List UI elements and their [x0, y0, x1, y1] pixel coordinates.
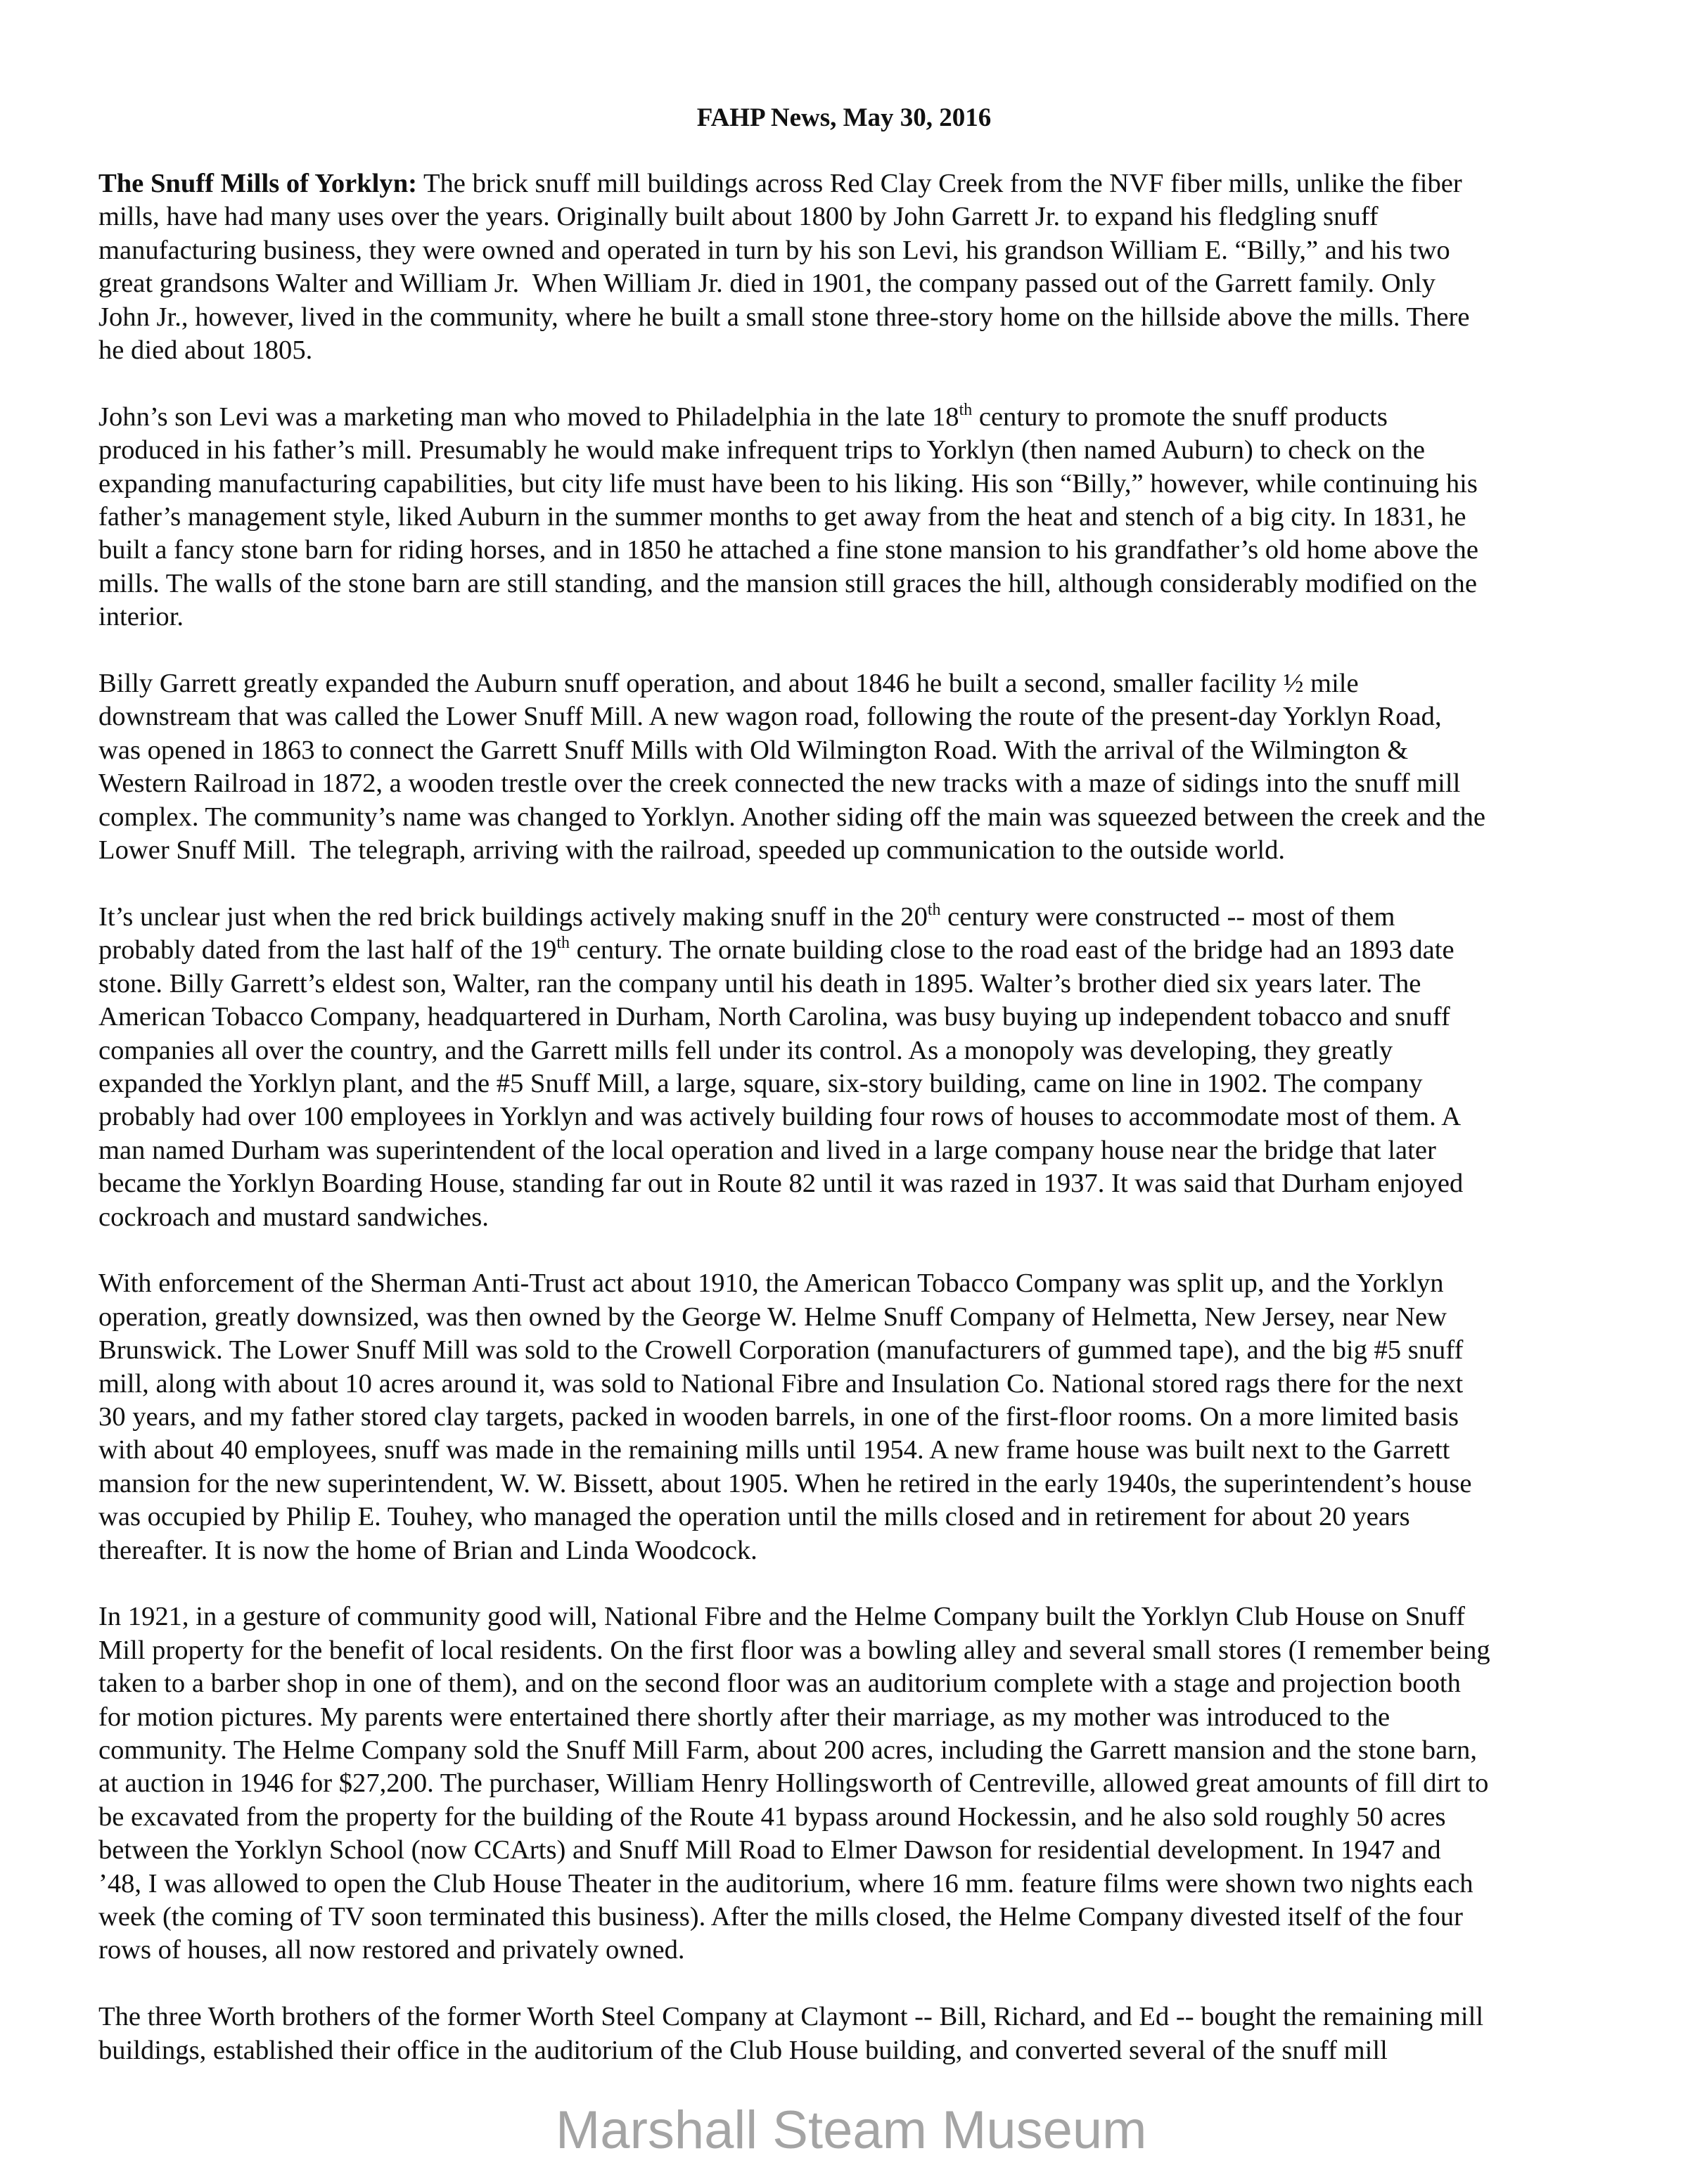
text-segment: complex. The community’s name was changed to Yorklyn. Another siding off the main was squeezed between the creek and the [98, 802, 1485, 832]
text-line [98, 1368, 1618, 1401]
text-segment: stone. Billy Garrett’s eldest son, Walter, ran the company until his death in 1895. Walter’s brother died six years later. The [98, 968, 1421, 998]
text-line [98, 1600, 1618, 1633]
text-line [98, 1067, 1618, 1100]
text-line [98, 1334, 1618, 1367]
text-segment: operation, greatly downsized, was then owned by the George W. Helme Snuff Company of Helmetta, New Jersey, near New [98, 1302, 1447, 1332]
text-line [98, 1267, 1618, 1300]
text-line [98, 1501, 1618, 1534]
text-segment: was occupied by Philip E. Touhey, who managed the operation until the mills closed and in retirement for about 20 years [98, 1502, 1410, 1532]
text-line [98, 1734, 1618, 1767]
paragraph [98, 1267, 1618, 1567]
text-line [98, 1534, 1618, 1567]
text-segment: with about 40 employees, snuff was made in the remaining mills until 1954. A new frame house was built next to the Garrett [98, 1435, 1450, 1465]
watermark: Marshall Steam Museum [556, 2100, 1147, 2160]
text-segment: John Jr., however, lived in the community, where he built a small stone three-story home on the hillside above the mills. There [98, 302, 1470, 332]
text-segment: The three Worth brothers of the former Worth Steel Company at Claymont -- Bill, Richard, and Ed -- bought the remaining mill [98, 2002, 1484, 2032]
text-line [98, 1001, 1618, 1034]
text-line [98, 1434, 1618, 1467]
text-segment: Mill property for the benefit of local residents. On the first floor was a bowling alley and several small stores (I remember being [98, 1635, 1490, 1665]
paragraph [98, 1600, 1618, 1967]
text-line [98, 1667, 1618, 1700]
text-segment: produced in his father’s mill. Presumably he would make infrequent trips to Yorklyn (then named Auburn) to check on the [98, 435, 1426, 465]
text-line [98, 1100, 1618, 1133]
text-segment: mansion for the new superintendent, W. W. Bissett, about 1905. When he retired in the early 1940s, the superintendent’s house [98, 1468, 1472, 1498]
text-line [98, 1868, 1618, 1901]
text-line [98, 301, 1618, 334]
text-segment: probably dated from the last half of the 19 [98, 935, 557, 965]
text-line [98, 1634, 1618, 1667]
text-segment: week (the coming of TV soon terminated this business). After the mills closed, the Helme Company divested itself of the four [98, 1902, 1463, 1932]
text-segment: It’s unclear just when the red brick buildings actively making snuff in the 20 [98, 901, 928, 932]
text-line [98, 234, 1618, 267]
text-line [98, 1301, 1618, 1334]
text-line [98, 334, 1618, 367]
text-line [98, 1801, 1618, 1834]
text-segment: American Tobacco Company, headquartered in Durham, North Carolina, was busy buying up independent tobacco and snuff [98, 1002, 1450, 1032]
paragraph [98, 401, 1618, 634]
text-line [98, 1201, 1618, 1234]
paragraph [98, 2000, 1618, 2067]
text-segment: With enforcement of the Sherman Anti-Trust act about 1910, the American Tobacco Company was split up, and the Yorklyn [98, 1268, 1444, 1299]
document-title: FAHP News, May 30, 2016 [696, 103, 992, 132]
text-segment: century. The ornate building close to the road east of the bridge had an 1893 date [569, 935, 1454, 965]
text-line [98, 801, 1618, 834]
text-segment: be excavated from the property for the building of the Route 41 bypass around Hockessin, and he also sold roughly 50 acres [98, 1801, 1446, 1832]
text-segment: he died about 1805. [98, 335, 313, 366]
text-line [98, 1701, 1618, 1734]
text-line [98, 1134, 1618, 1167]
text-segment: Billy Garrett greatly expanded the Auburn snuff operation, and about 1846 he built a second, smaller facility ½ mile [98, 669, 1359, 699]
text-segment: expanding manufacturing capabilities, but city life must have been to his liking. His son “Billy,” however, while continuing his [98, 468, 1478, 499]
text-segment: mills, have had many uses over the years. Originally built about 1800 by John Garrett Jr. to expand his fledgling snuff [98, 202, 1379, 232]
section-heading: The Snuff Mills of Yorklyn: [98, 169, 417, 198]
text-segment: father’s management style, liked Auburn in the summer months to get away from the heat and stench of a big city. In 1831, he [98, 502, 1466, 532]
text-segment: manufacturing business, they were owned and operated in turn by his son Levi, his grandson William E. “Billy,” and his two [98, 235, 1450, 265]
paragraph [98, 667, 1618, 867]
text-segment: rows of houses, all now restored and privately owned. [98, 1935, 685, 1965]
text-line [98, 1467, 1618, 1501]
text-segment: In 1921, in a gesture of community good will, National Fibre and the Helme Company built the Yorklyn Club House on Snuff [98, 1602, 1465, 1632]
text-line [98, 567, 1618, 600]
text-line [98, 468, 1618, 501]
text-segment: community. The Helme Company sold the Snuff Mill Farm, about 200 acres, including the Garrett mansion and the stone barn, [98, 1735, 1477, 1766]
text-line [98, 401, 1618, 434]
text-line [98, 2000, 1618, 2034]
text-segment: for motion pictures. My parents were entertained there shortly after their marriage, as my mother was introduced to the [98, 1702, 1390, 1732]
text-segment: century were constructed -- most of them [940, 901, 1395, 932]
text-segment: interior. [98, 602, 184, 632]
text-line [98, 1167, 1618, 1200]
superscript: th [959, 401, 973, 419]
text-segment: Lower Snuff Mill. The telegraph, arriving with the railroad, speeded up communication to the outside world. [98, 835, 1286, 866]
text-segment: Brunswick. The Lower Snuff Mill was sold to the Crowell Corporation (manufacturers of gummed tape), and the big #5 snuff [98, 1335, 1464, 1366]
article-body [98, 167, 1618, 2100]
text-segment: probably had over 100 employees in Yorklyn and was actively building four rows of houses to accommodate most of them. A [98, 1102, 1462, 1132]
text-line [98, 1934, 1618, 1967]
text-line [98, 434, 1618, 467]
text-segment: century to promote the snuff products [972, 402, 1388, 432]
text-line [98, 2034, 1618, 2067]
text-segment: was opened in 1863 to connect the Garrett Snuff Mills with Old Wilmington Road. With the arrival of the Wilmington & [98, 735, 1409, 765]
text-line [98, 501, 1618, 534]
text-line [98, 1401, 1618, 1434]
text-segment: John’s son Levi was a marketing man who moved to Philadelphia in the late 18 [98, 402, 959, 432]
superscript: th [556, 934, 570, 953]
text-line [98, 667, 1618, 700]
text-segment: mill, along with about 10 acres around it, was sold to National Fibre and Insulation Co. National stored rags there for the next [98, 1368, 1464, 1399]
text-segment: companies all over the country, and the Garrett mills fell under its control. As a monopoly was developing, they greatly [98, 1035, 1393, 1065]
text-segment: became the Yorklyn Boarding House, standing far out in Route 82 until it was razed in 1937. It was said that Durham enjoyed [98, 1169, 1464, 1199]
text-segment: expanded the Yorklyn plant, and the #5 Snuff Mill, a large, square, six-story building, came on line in 1902. The company [98, 1068, 1423, 1098]
paragraph [98, 901, 1618, 1234]
text-segment: cockroach and mustard sandwiches. [98, 1202, 489, 1232]
text-segment: great grandsons Walter and William Jr. When William Jr. died in 1901, the company passed out of the Garrett family. Only [98, 269, 1436, 299]
text-segment: downstream that was called the Lower Snuff Mill. A new wagon road, following the route of the present-day Yorklyn Road, [98, 702, 1442, 732]
text-segment: The brick snuff mill buildings across Red Clay Creek from the NVF fiber mills, unlike the fiber [417, 169, 1462, 198]
superscript: th [927, 901, 941, 920]
paragraph [98, 167, 1618, 367]
text-segment: 30 years, and my father stored clay targets, packed in wooden barrels, in one of the first-floor rooms. On a more limited basis [98, 1401, 1459, 1432]
text-segment: between the Yorklyn School (now CCArts) and Snuff Mill Road to Elmer Dawson for residential development. In 1947 and [98, 1835, 1441, 1865]
text-line [98, 968, 1618, 1001]
text-segment: man named Durham was superintendent of the local operation and lived in a large company house near the bridge that later [98, 1135, 1436, 1165]
text-line [98, 534, 1618, 567]
text-line [98, 700, 1618, 733]
text-line [98, 1834, 1618, 1867]
text-segment: ’48, I was allowed to open the Club House Theater in the auditorium, where 16 mm. feature films were shown two nights each [98, 1868, 1473, 1899]
text-line [98, 200, 1618, 233]
text-segment: buildings, established their office in the auditorium of the Club House building, and converted several of the snuff mill [98, 2035, 1388, 2065]
text-line [98, 600, 1618, 634]
text-segment: built a fancy stone barn for riding horses, and in 1850 he attached a fine stone mansion to his grandfather’s old home above the [98, 535, 1478, 565]
text-line [98, 934, 1618, 967]
text-segment: Western Railroad in 1872, a wooden trestle over the creek connected the new tracks with a maze of sidings into the snuff mill [98, 769, 1461, 799]
text-line [98, 834, 1618, 867]
text-line [98, 734, 1618, 767]
text-line [98, 767, 1618, 800]
text-segment: taken to a barber shop in one of them), and on the second floor was an auditorium complete with a stage and projection booth [98, 1669, 1461, 1699]
text-line [98, 901, 1618, 934]
text-line [98, 1901, 1618, 1934]
text-line [98, 267, 1618, 300]
text-segment: thereafter. It is now the home of Brian and Linda Woodcock. [98, 1535, 757, 1565]
text-line [98, 167, 1618, 200]
text-segment: mills. The walls of the stone barn are still standing, and the mansion still graces the hill, although considerably modified on the [98, 568, 1477, 598]
text-line [98, 1034, 1618, 1067]
text-line [98, 1767, 1618, 1800]
text-segment: at auction in 1946 for $27,200. The purchaser, William Henry Hollingsworth of Centreville, allowed great amounts of fill dirt to [98, 1768, 1489, 1799]
